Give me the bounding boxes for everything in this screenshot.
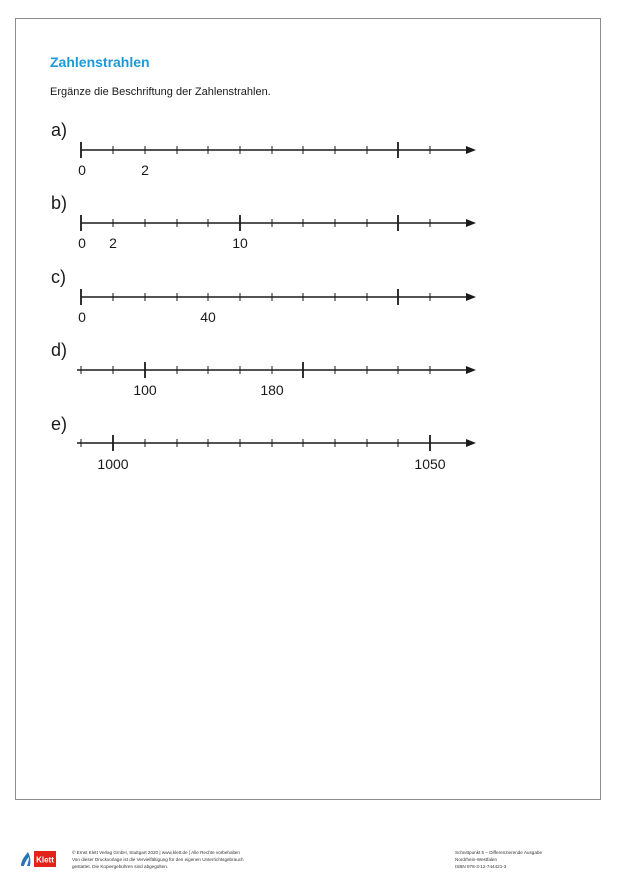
row-label-c: c) (51, 267, 66, 287)
label-a-2: 2 (141, 162, 149, 178)
number-line-c (81, 289, 476, 305)
row-label-e: e) (51, 414, 68, 434)
footer-copyright-line1: © Ernst Klett Verlag GmbH, Stuttgart 2020 | www.klett.de | Alle Rechte vorbehalten (72, 850, 240, 855)
klett-logo (17, 848, 57, 870)
footer-copyright-line3: gestattet. Die Kopiergebühren sind abgegolten. (72, 864, 169, 869)
label-b-2: 2 (109, 235, 117, 251)
label-d-100: 100 (133, 382, 157, 398)
label-b-0: 0 (78, 235, 86, 251)
svg-text:Klett: Klett (36, 855, 54, 865)
footer-copyright-line2: Von dieser Druckvorlage ist die Vervielfältigung für den eigenen Unterrichtsgebrauch (72, 857, 244, 862)
number-line-b (81, 215, 476, 231)
label-e-1050: 1050 (414, 456, 446, 472)
number-line-e (77, 435, 476, 451)
footer-copyright (72, 849, 302, 870)
label-d-180: 180 (260, 382, 284, 398)
label-c-40: 40 (200, 309, 216, 325)
instruction-text: Ergänze die Beschriftung der Zahlenstrahlen. (50, 86, 271, 98)
label-c-0: 0 (78, 309, 86, 325)
footer-book-info (455, 849, 605, 870)
row-label-d: d) (51, 340, 68, 360)
label-e-1000: 1000 (97, 456, 129, 472)
row-label-b: b) (51, 193, 68, 213)
number-line-a (81, 142, 476, 158)
label-b-10: 10 (232, 235, 248, 251)
worksheet-title: Zahlenstrahlen (50, 54, 150, 70)
footer-isbn: ISBN 978-3-12-744421-3 (455, 864, 507, 869)
footer-book-title: Schnittpunkt 5 – Differenzierende Ausgabe (455, 850, 543, 855)
row-label-a: a) (51, 120, 68, 140)
footer-book-region: Nordrhein-Westfalen (455, 857, 498, 862)
label-a-0: 0 (78, 162, 86, 178)
number-line-d (77, 362, 476, 378)
